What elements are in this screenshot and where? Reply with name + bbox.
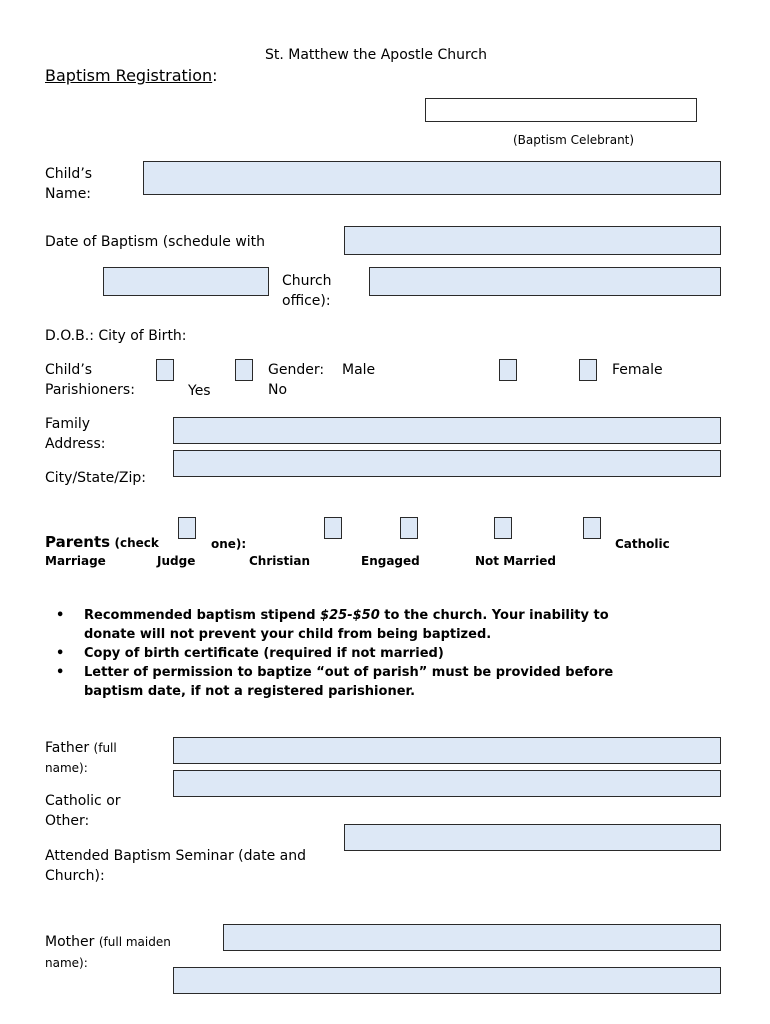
note-birth-certificate <box>56 644 696 663</box>
parents-christian-checkbox[interactable] <box>400 517 418 539</box>
parishioners-label-2: Parishioners: <box>45 382 135 398</box>
option-engaged-label: Engaged <box>361 554 420 568</box>
celebrant-caption: (Baptism Celebrant) <box>513 133 635 147</box>
option-catholic-label: Catholic <box>615 537 670 551</box>
dob-label: D.O.B.: City of Birth: <box>45 328 187 344</box>
father-label <box>45 738 117 758</box>
option-not-married-label: Not Married <box>475 554 556 568</box>
notes-list <box>56 606 696 701</box>
city-state-zip-label: City/State/Zip: <box>45 470 147 486</box>
child-name-label-2: Name: <box>45 186 92 202</box>
parents-catholic-marriage-checkbox[interactable] <box>178 517 196 539</box>
note-stipend-amount: $25-$50 <box>320 608 380 623</box>
parishioner-yes-checkbox[interactable] <box>156 359 174 381</box>
father-name-input[interactable] <box>173 737 721 764</box>
father-label-small: (full <box>93 741 117 755</box>
child-name-input[interactable] <box>143 161 721 195</box>
mother-label-line2: name): <box>45 956 88 970</box>
form-title-colon: : <box>212 66 218 85</box>
parents-heading <box>45 532 159 553</box>
mother-label-small: (full maiden <box>98 935 171 949</box>
city-state-zip-input[interactable] <box>173 450 721 477</box>
parents-engaged-checkbox[interactable] <box>494 517 512 539</box>
option-christian-label: Christian <box>249 554 311 568</box>
note-birth-certificate-text: Copy of birth certificate (required if not married) <box>84 646 444 661</box>
parents-not-married-checkbox[interactable] <box>583 517 601 539</box>
family-address-label-1: Family <box>45 416 91 432</box>
parents-judge-checkbox[interactable] <box>324 517 342 539</box>
female-label: Female <box>612 362 663 378</box>
bullet-dot: • <box>56 665 65 680</box>
note-permission-line1: Letter of permission to baptize “out of parish” must be provided before <box>84 665 614 680</box>
baptism-date-extra-input[interactable] <box>103 267 269 296</box>
church-name: St. Matthew the Apostle Church <box>265 47 488 63</box>
celebrant-input[interactable] <box>425 98 697 122</box>
child-name-label-1: Child’s <box>45 166 93 182</box>
mother-name-input[interactable] <box>223 924 721 951</box>
family-address-label-2: Address: <box>45 436 106 452</box>
parents-check-prefix: (check <box>114 536 159 550</box>
yes-label: Yes <box>188 383 211 399</box>
note-stipend-post: to the church. Your inability to <box>379 608 609 623</box>
male-label: Male <box>342 362 376 378</box>
parents-heading-text: Parents <box>45 533 111 551</box>
seminar-label-2: Church): <box>45 868 105 884</box>
mother-label-text: Mother <box>45 934 95 950</box>
parents-check-suffix: one): <box>211 537 247 551</box>
church-office-label-1: Church <box>282 273 332 289</box>
mother-extra-input[interactable] <box>173 967 721 994</box>
father-label-line2: name): <box>45 761 88 775</box>
no-label: No <box>268 382 288 398</box>
note-stipend-pre: Recommended baptism stipend <box>84 608 321 623</box>
form-title-text: Baptism Registration <box>45 66 213 85</box>
parishioners-label-1: Child’s <box>45 362 93 378</box>
option-marriage-label: Marriage <box>45 554 106 568</box>
gender-male-checkbox[interactable] <box>499 359 517 381</box>
note-permission <box>56 663 696 701</box>
note-stipend <box>56 606 696 644</box>
option-judge-label: Judge <box>157 554 196 568</box>
gender-female-checkbox[interactable] <box>579 359 597 381</box>
note-permission-line2: baptism date, if not a registered parishioner. <box>84 684 416 699</box>
catholic-other-label-2: Other: <box>45 813 90 829</box>
mother-label <box>45 932 171 952</box>
family-address-input[interactable] <box>173 417 721 444</box>
gender-label: Gender: <box>268 362 325 378</box>
note-stipend-line2: donate will not prevent your child from being baptized. <box>84 627 492 642</box>
bullet-dot: • <box>56 608 65 623</box>
father-religion-input[interactable] <box>173 770 721 797</box>
church-office-label-2: office): <box>282 293 331 309</box>
catholic-other-label-1: Catholic or <box>45 793 121 809</box>
seminar-label-1: Attended Baptism Seminar (date and <box>45 848 306 864</box>
parishioner-no-checkbox[interactable] <box>235 359 253 381</box>
church-office-input[interactable] <box>369 267 721 296</box>
bullet-dot: • <box>56 646 65 661</box>
baptism-date-label: Date of Baptism (schedule with <box>45 234 266 250</box>
seminar-input[interactable] <box>344 824 721 851</box>
form-title <box>45 65 218 87</box>
father-label-text: Father <box>45 740 90 756</box>
baptism-date-input[interactable] <box>344 226 721 255</box>
